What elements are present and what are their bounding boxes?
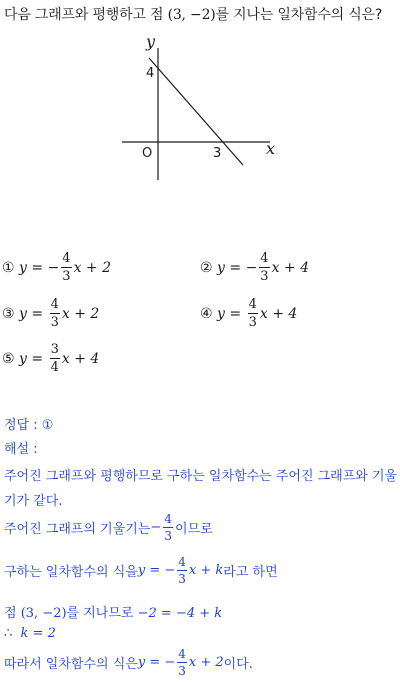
- choice-lhs: y =: [217, 259, 242, 276]
- solution-text: 라고 하면: [223, 565, 278, 580]
- choice-2[interactable]: [200, 252, 309, 283]
- choice-fraction: $\frac{4}{3}$: [50, 297, 59, 330]
- choice-rest: x + 4: [61, 350, 100, 367]
- solution-math: k = 2: [20, 626, 56, 641]
- choice-lhs: y =: [19, 350, 44, 367]
- solution-sign: −: [150, 520, 162, 535]
- solution-fraction: $\frac{4}{3}$: [178, 555, 186, 586]
- solution-line-7: [4, 648, 253, 677]
- choice-lhs: y =: [19, 305, 44, 322]
- choice-marker: ⑤: [2, 350, 15, 367]
- origin-label: O: [142, 146, 153, 161]
- solution-fraction: $\frac{4}{3}$: [178, 647, 186, 678]
- choice-rest: x + 2: [73, 259, 112, 276]
- choice-rest: x + 4: [259, 305, 298, 322]
- solution-line-3: [4, 513, 213, 542]
- line-graph: [110, 30, 290, 185]
- choice-fraction: $\frac{4}{3}$: [260, 251, 269, 284]
- choice-rest: x + 2: [61, 305, 100, 322]
- choice-marker: ①: [2, 259, 15, 276]
- graph-line: [149, 58, 243, 165]
- solution-fraction: $\frac{4}{3}$: [164, 512, 172, 543]
- choice-rest: x + 4: [271, 259, 310, 276]
- solution-math: −2 = −4 + k: [137, 606, 223, 621]
- question-text-after: 를 지나는 일차함수의 식은?: [215, 7, 383, 23]
- choice-3[interactable]: [2, 298, 99, 329]
- solution-text: 이므로: [174, 522, 213, 537]
- choice-marker: ③: [2, 305, 15, 322]
- choice-sign: −: [47, 259, 60, 276]
- choice-1[interactable]: [2, 252, 111, 283]
- y-axis-label: y: [146, 32, 156, 51]
- choice-marker: ②: [200, 259, 213, 276]
- solution-text: 점: [4, 606, 21, 621]
- answer-line: 정답 : ①: [4, 418, 54, 433]
- choice-fraction: $\frac{4}{3}$: [62, 251, 71, 284]
- solution-text: 를 지나므로: [66, 606, 138, 621]
- solution-line-4: [4, 556, 278, 585]
- solution-text: 구하는 일차함수의 식을: [4, 565, 138, 580]
- choice-sign: −: [245, 259, 258, 276]
- choice-5[interactable]: [2, 343, 99, 374]
- choice-lhs: y =: [217, 305, 242, 322]
- therefore-symbol: ∴: [4, 626, 13, 641]
- solution-math: x + k: [188, 563, 224, 578]
- solution-line-5: [4, 602, 222, 621]
- y-intercept-label: 4: [146, 66, 155, 81]
- choice-marker: ④: [200, 305, 213, 322]
- solution-text: 따라서 일차함수의 식은: [4, 657, 138, 672]
- choice-fraction: $\frac{3}{4}$: [50, 342, 59, 375]
- solution-math: y = −: [137, 655, 176, 670]
- x-axis-label: x: [266, 139, 276, 158]
- choice-fraction: $\frac{4}{3}$: [248, 297, 257, 330]
- solution-text: 주어진 그래프의 기울기는: [4, 522, 151, 537]
- solution-math: y = −: [137, 563, 176, 578]
- solution-line-1: 주어진 그래프와 평행하므로 구하는 일차함수는 주어진 그래프와 기울: [4, 469, 398, 484]
- question-point: (3, −2): [167, 7, 216, 23]
- solution-text: 이다.: [223, 657, 253, 672]
- question-text-before: 다음 그래프와 평행하고 점: [4, 7, 168, 23]
- solution-line-2: 기가 같다.: [4, 494, 63, 509]
- solution-point: (3, −2): [20, 606, 67, 621]
- question-text: [4, 4, 382, 24]
- solution-line-6: [4, 626, 56, 641]
- choice-4[interactable]: [200, 298, 297, 329]
- choice-lhs: y =: [19, 259, 44, 276]
- x-intercept-label: 3: [213, 146, 222, 161]
- solution-math: x + 2: [188, 655, 224, 670]
- solution-heading: 해설 :: [4, 442, 38, 457]
